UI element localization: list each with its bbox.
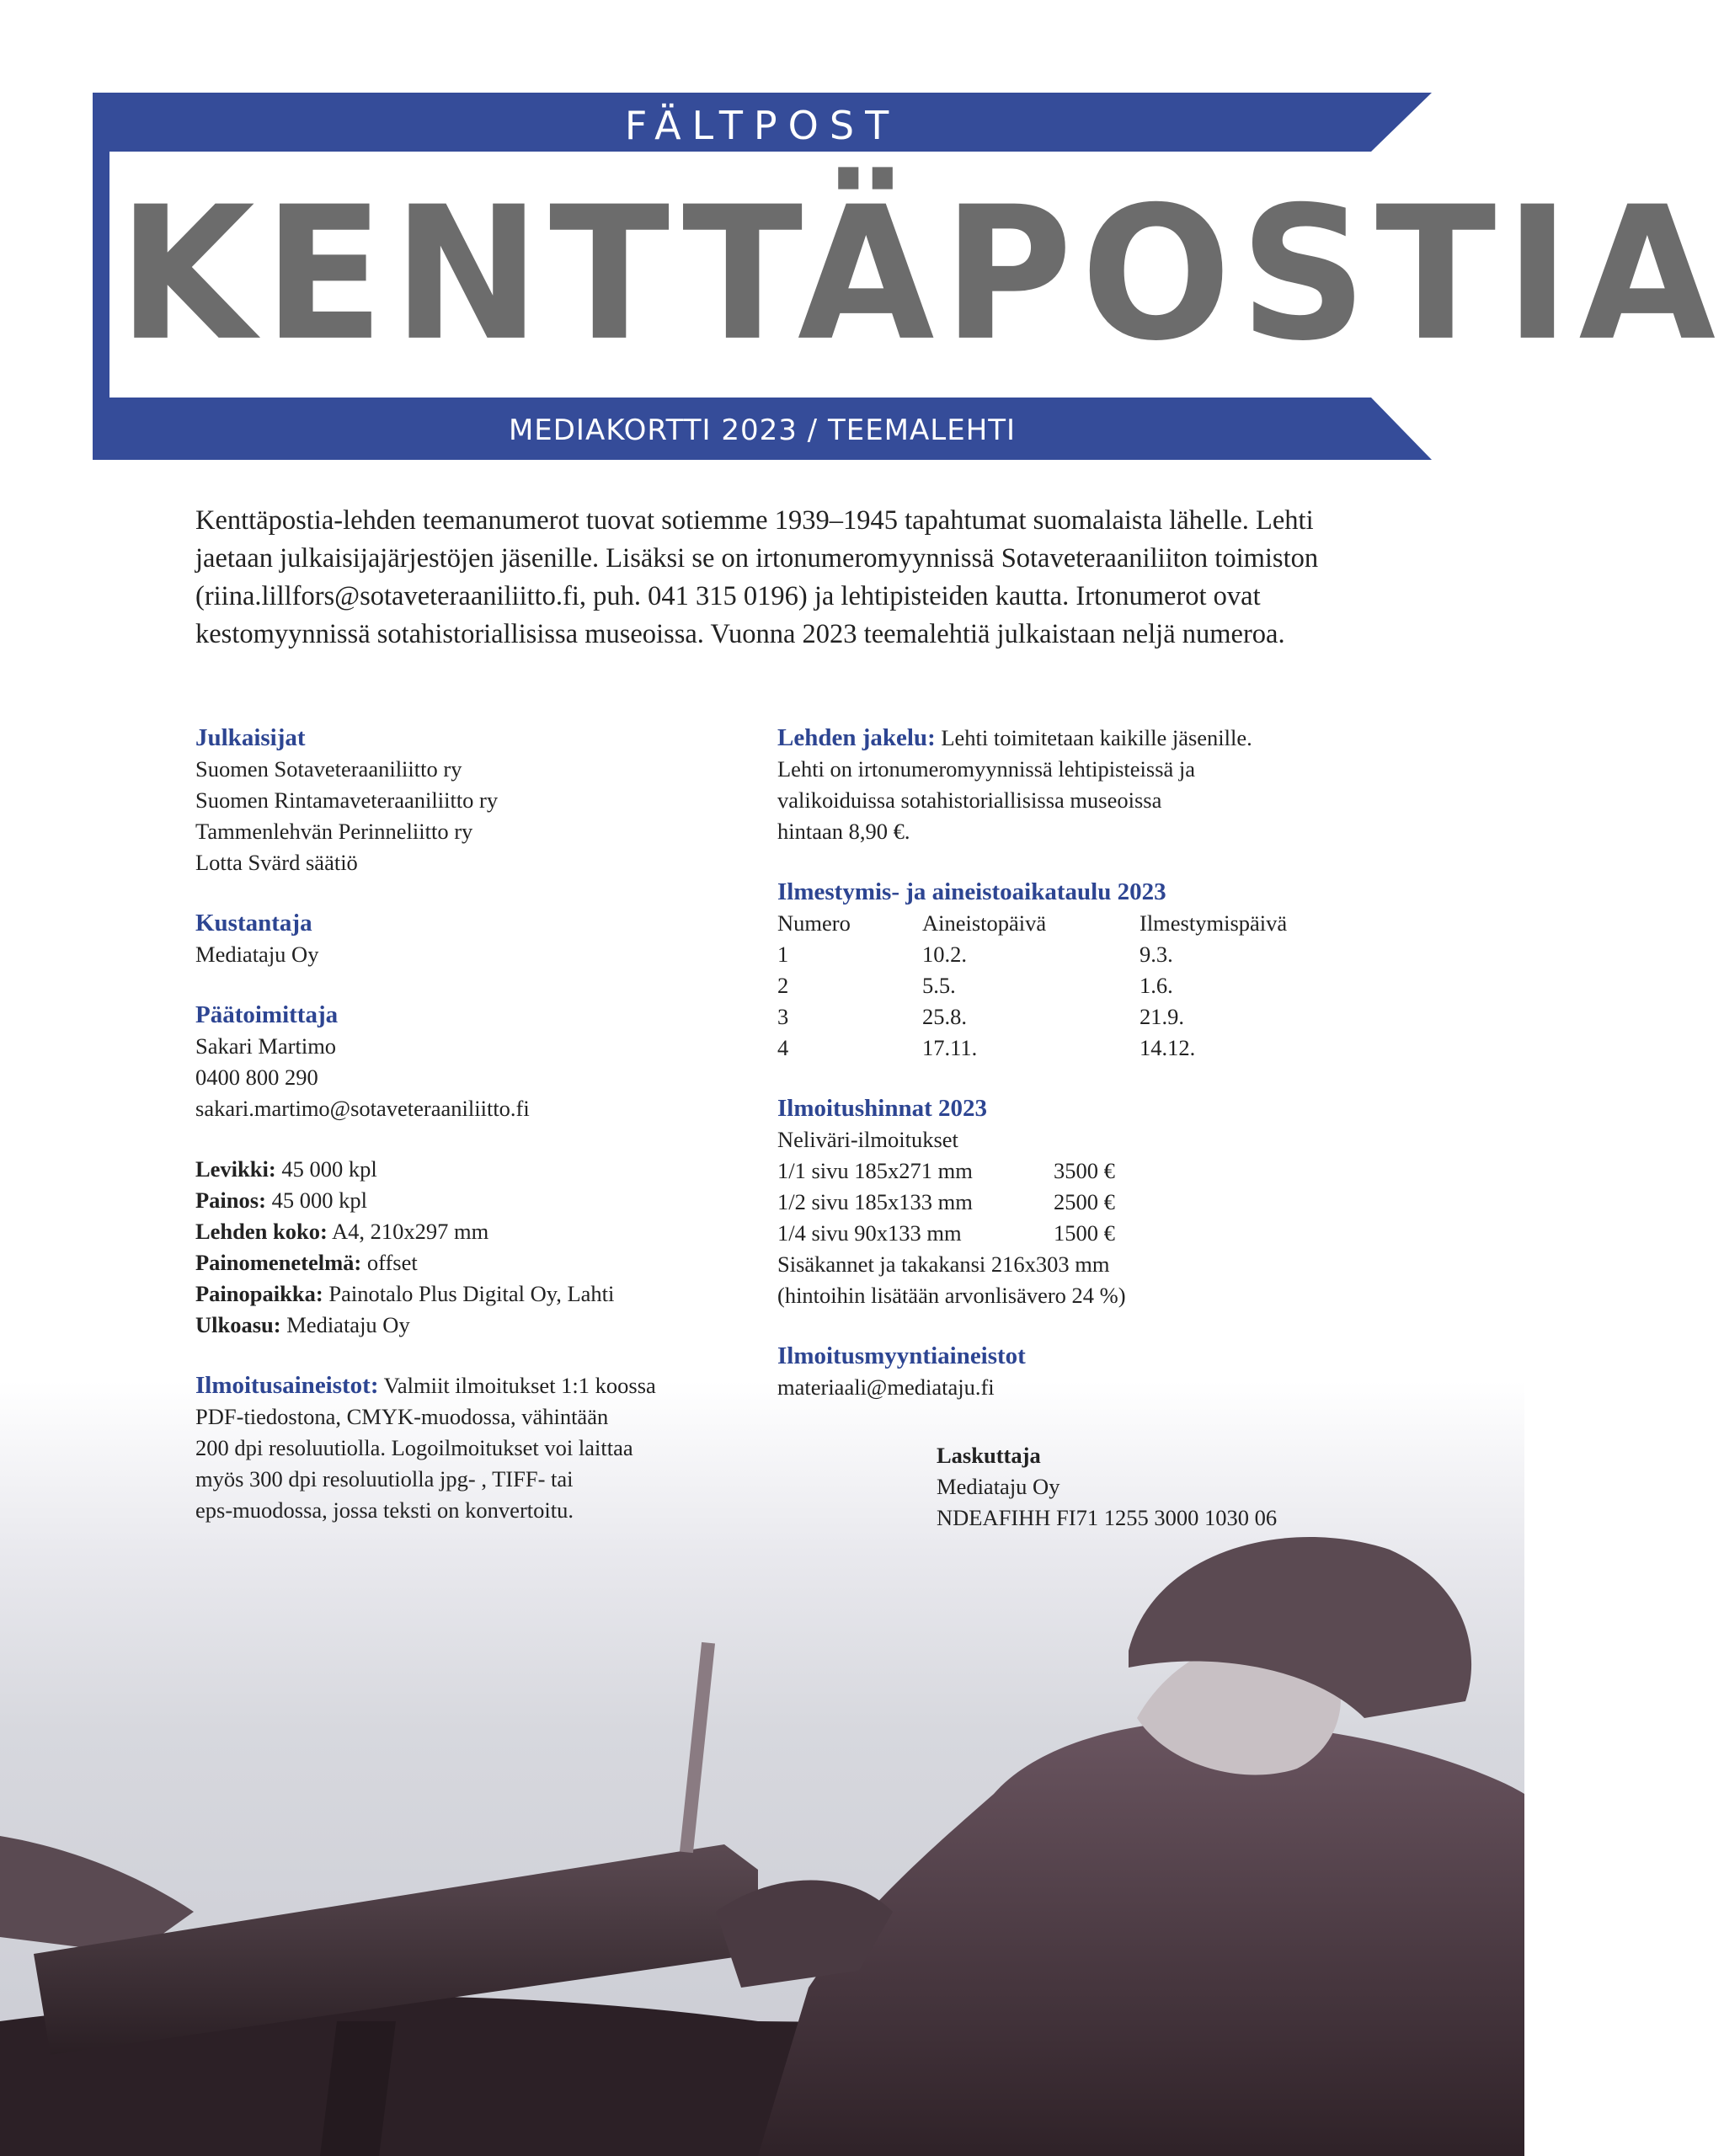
publisher-house-name: Mediataju Oy — [195, 942, 319, 967]
right-column — [777, 723, 1350, 1433]
ad-materials-line: 200 dpi resoluutiolla. Logoilmoitukset voi laittaa — [195, 1435, 633, 1460]
ad-materials-line: PDF-tiedostona, CMYK-muodossa, vähintään — [195, 1404, 609, 1429]
masthead-banner — [0, 0, 1724, 472]
publisher-line: Tammenlehvän Perinneliitto ry — [195, 819, 473, 844]
schedule-release: 21.9. — [1140, 1004, 1184, 1029]
schedule-deadline: 17.11. — [922, 1035, 978, 1060]
ad-materials-first-line: Ilmoitusaineistot: Valmiit ilmoitukset 1:1 koossa — [195, 1372, 656, 1399]
editor-title: Päätoimittaja — [195, 1001, 339, 1028]
spec-print-run: Painos: 45 000 kpl — [195, 1187, 367, 1213]
ad-materials-line: eps-muodossa, jossa teksti on konvertoitu. — [195, 1497, 574, 1523]
masthead-subtitle: MEDIAKORTTI 2023 / TEEMALEHTI — [508, 414, 1017, 447]
price-size: 1/4 sivu 90x133 mm — [777, 1220, 962, 1246]
schedule-header-row — [777, 908, 1287, 939]
table-row — [777, 1187, 1115, 1218]
gun-sight — [680, 1642, 715, 1853]
distribution-line: valikoiduissa sotahistoriallisissa museoissa — [777, 787, 1162, 813]
price-note: Sisäkannet ja takakansi 216x303 mm — [777, 1251, 1110, 1277]
publisher-house-title: Kustantaja — [195, 910, 312, 937]
intro-paragraph: Kenttäpostia-lehden teemanumerot tuovat sotiemme 1939–1945 tapahtumat suomalaista lähelle. Lehti jaetaan julkaisijajärjestöjen jäsenille. Lisäksi se on irtonumeromyynnissä Sotaveteraaniliiton toimiston (riina.lillfors@sotaveteraaniliitto.fi, puh. 041 315 0196) ja lehtipisteiden kautta. Irtonumerot ovat kestomyynnissä sotahistoriallisissa museoissa. Vuonna 2023 teemalehtiä julkaistaan neljä numeroa. — [195, 505, 1319, 649]
schedule-header: Aineistopäivä — [922, 910, 1047, 936]
publisher-house-section — [195, 908, 743, 970]
publishers-section — [195, 723, 743, 878]
schedule-deadline: 10.2. — [922, 942, 967, 967]
billing-title: Laskuttaja — [937, 1443, 1041, 1468]
price-size: 1/2 sivu 185x133 mm — [777, 1189, 973, 1214]
distribution-line: Lehti on irtonumeromyynnissä lehtipisteissä ja — [777, 756, 1196, 782]
distribution-first-line: Lehden jakelu: Lehti toimitetaan kaikille jäsenille. — [777, 724, 1252, 751]
table-row — [777, 1033, 1287, 1064]
table-row — [777, 1155, 1115, 1187]
schedule-release: 1.6. — [1140, 973, 1173, 998]
distribution-section — [777, 723, 1350, 847]
schedule-deadline: 25.8. — [922, 1004, 967, 1029]
spec-printer: Painopaikka: Painotalo Plus Digital Oy, Lahti — [195, 1281, 615, 1306]
distribution-line: hintaan 8,90 €. — [777, 819, 910, 844]
prices-title: Ilmoitushinnat 2023 — [777, 1095, 987, 1122]
schedule-table — [777, 908, 1287, 1064]
schedule-release: 14.12. — [1140, 1035, 1196, 1060]
editor-email: sakari.martimo@sotaveteraaniliitto.fi — [195, 1096, 530, 1121]
price-value: 1500 € — [1054, 1220, 1115, 1246]
table-row — [777, 1001, 1287, 1033]
sales-materials-title: Ilmoitusmyyntiaineistot — [777, 1342, 1026, 1369]
billing-company: Mediataju Oy — [937, 1474, 1060, 1499]
spec-circulation: Levikki: 45 000 kpl — [195, 1156, 377, 1182]
price-value: 2500 € — [1054, 1189, 1115, 1214]
publisher-line: Suomen Rintamaveteraaniliitto ry — [195, 787, 499, 813]
schedule-header: Numero — [777, 910, 851, 936]
publisher-line: Suomen Sotaveteraaniliitto ry — [195, 756, 462, 782]
sales-materials-section — [777, 1341, 1350, 1403]
price-size: 1/1 sivu 185x271 mm — [777, 1158, 973, 1183]
schedule-deadline: 5.5. — [922, 973, 956, 998]
schedule-release: 9.3. — [1140, 942, 1173, 967]
schedule-issue: 2 — [777, 973, 789, 998]
table-row — [777, 1218, 1115, 1249]
billing-account: NDEAFIHH FI71 1255 3000 1030 06 — [937, 1505, 1278, 1530]
price-note: (hintoihin lisätään arvonlisävero 24 %) — [777, 1283, 1126, 1308]
schedule-issue: 3 — [777, 1004, 789, 1029]
publisher-line: Lotta Svärd säätiö — [195, 850, 358, 875]
prices-subtitle: Neliväri-ilmoitukset — [777, 1127, 958, 1152]
table-row — [777, 970, 1287, 1001]
prices-table — [777, 1155, 1115, 1249]
spec-layout: Ulkoasu: Mediataju Oy — [195, 1312, 410, 1337]
sales-materials-email: materiaali@mediataju.fi — [777, 1374, 995, 1400]
editor-name: Sakari Martimo — [195, 1033, 337, 1059]
tagline: FÄLTPOST — [624, 103, 900, 148]
publishers-title: Julkaisijat — [195, 724, 306, 751]
prices-section — [777, 1093, 1350, 1311]
ad-materials-section — [195, 1370, 743, 1526]
ad-materials-line: myös 300 dpi resoluutiolla jpg- , TIFF- tai — [195, 1466, 574, 1492]
left-column — [195, 723, 743, 1556]
editor-section — [195, 1000, 743, 1124]
editor-phone: 0400 800 290 — [195, 1065, 318, 1090]
schedule-issue: 4 — [777, 1035, 789, 1060]
schedule-header: Ilmestymispäivä — [1140, 910, 1288, 936]
price-value: 3500 € — [1054, 1158, 1115, 1183]
masthead-title: KENTTÄPOSTIA — [118, 167, 1724, 382]
schedule-section — [777, 877, 1350, 1064]
specs-section — [195, 1154, 743, 1341]
soldier-photo — [0, 1516, 1524, 2156]
table-row — [777, 939, 1287, 970]
schedule-issue: 1 — [777, 942, 789, 967]
spec-size: Lehden koko: A4, 210x297 mm — [195, 1219, 489, 1244]
schedule-title: Ilmestymis- ja aineistoaikataulu 2023 — [777, 878, 1166, 905]
spec-print-method: Painomenetelmä: offset — [195, 1250, 418, 1275]
